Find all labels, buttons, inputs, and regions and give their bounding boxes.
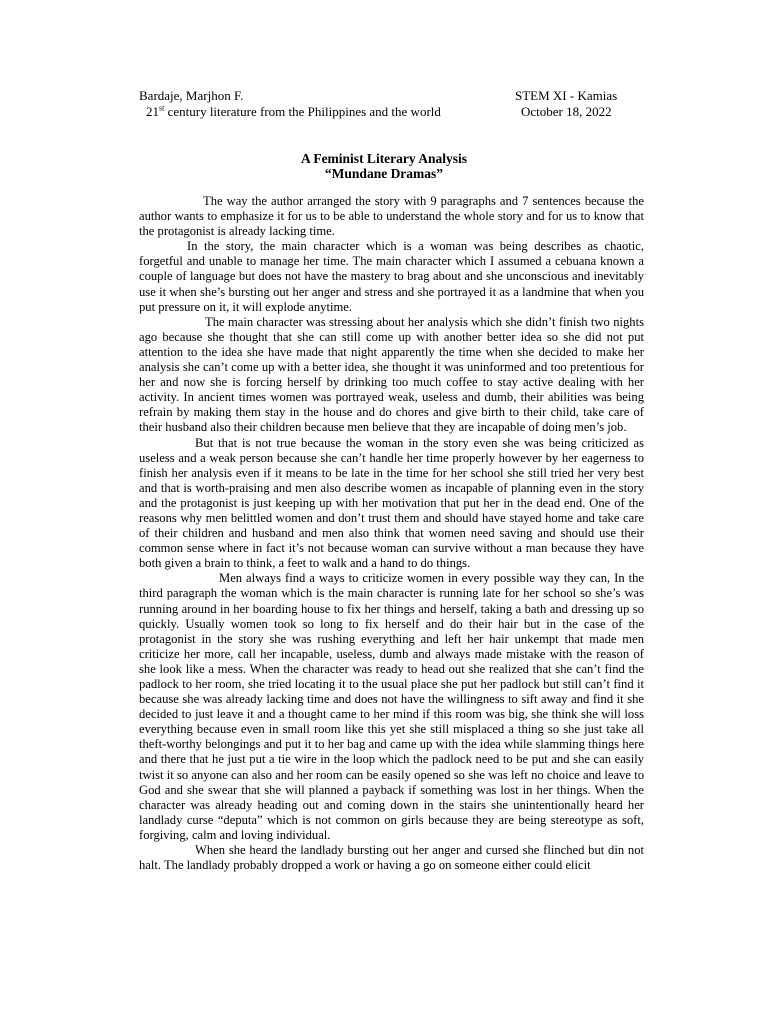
paragraph-2: In the story, the main character which is a woman was being describes as chaotic, forgetful and unable to manage her time. The main character which I assumed a cebuana known a couple of language but does not have the mastery to brag about and she unconscious and inevitably use it when she’s bursting out her anger and stress and she portrayed it as a landmine that when you put pressure on it, it will explode anytime. [139,239,644,314]
course-ordinal-suffix: st [159,103,165,113]
course-number: 21 [146,104,159,119]
document-title: A Feminist Literary Analysis [300,151,468,166]
course-name: century literature from the Philippines and the world [164,104,441,119]
author-name: Bardaje, Marjhon F. [139,88,244,103]
document-subtitle: “Mundane Dramas” [324,166,444,181]
paragraph-4: But that is not true because the woman in the story even she was being criticized as useless and a weak person because she can’t handle her time properly however by her eagerness to finish her analysis even if it means to be late in the time for her school she still tried her very best and that is worth-praising and men also describe women as incapable of planning even in the story and the protagonist is just keeping up with her motivation that put her in the dead end. One of the reasons why men belittled women and don’t trust them and should have stayed home and take care of their children and husband and men also think that women need saving and should use their common sense where in fact it’s not because woman can survive without a man because they have both given a brain to think, a feet to walk and a hand to do things. [139,435,644,571]
paragraph-5: Men always find a ways to criticize women in every possible way they can, In the third paragraph the woman which is the main character is running late for her school so she’s was running around in her boarding house to fix her things and herself, taking a bath and dressing up so quickly. Usually women took so long to fix herself and do their hair but in the case of the protagonist in the story she was rushing everything and left her hair unkempt that made men criticize her more, call her incapable, useless, dumb and always made mistake with the reason of she look like a mess. When the character was ready to head out she realized that she can’t find the padlock to her room, she tried locating it to the usual place she put her padlock but still can’t find it because she was already lacking time and does not have the willingness to sift away and find it she decided to just leave it and a thought came to her mind if this room was big, she think she will loss everything because even in small room like this yet she still misplaced a thing so she just take all theft-worthy belongings and put it to her bag and came up with the idea while slamming things here and there that he just put a tie wire in the loop which the padlock need to be put and she can easily twist it so anyone can also and her room can be easily opened so she was left no choice and leave to God and she swear that she will planned a payback if something was lost in her things. When the character was already heading out and coming down in the stairs she unintentionally heard her landlady curse “deputa” which is not common on girls because they are being stereotype as soft, forgiving, calm and loving individual. [139,571,644,842]
course-title [146,104,441,120]
paragraph-1: The way the author arranged the story with 9 paragraphs and 7 sentences because the author wants to emphasize it for us to be able to understand the whole story and for us to know that the protagonist is already lacking time. [139,194,644,239]
document-date: October 18, 2022 [521,104,612,119]
paragraph-6: When she heard the landlady bursting out her anger and cursed she flinched but din not halt. The landlady probably dropped a work or having a go on someone either could elicit [139,843,644,873]
class-section: STEM XI - Kamias [515,88,618,103]
essay-body [139,194,644,873]
paragraph-3: The main character was stressing about her analysis which she didn’t finish two nights ago because she thought that she can still come up with another better idea so she did not put attention to the idea she have made that night apparently the time when she decided to make her analysis she can’t come up with a better idea, she thought it was uninformed and too pretentious for her and now she is forcing herself by drinking too much coffee to stay active dealing with her activity. In ancient times women was portrayed weak, useless and dumb, their abilities was being refrain by making them stay in the house and do chores and give birth to their child, take care of their husband also their children because men believe that they are incapable of doing men’s job. [139,314,644,435]
